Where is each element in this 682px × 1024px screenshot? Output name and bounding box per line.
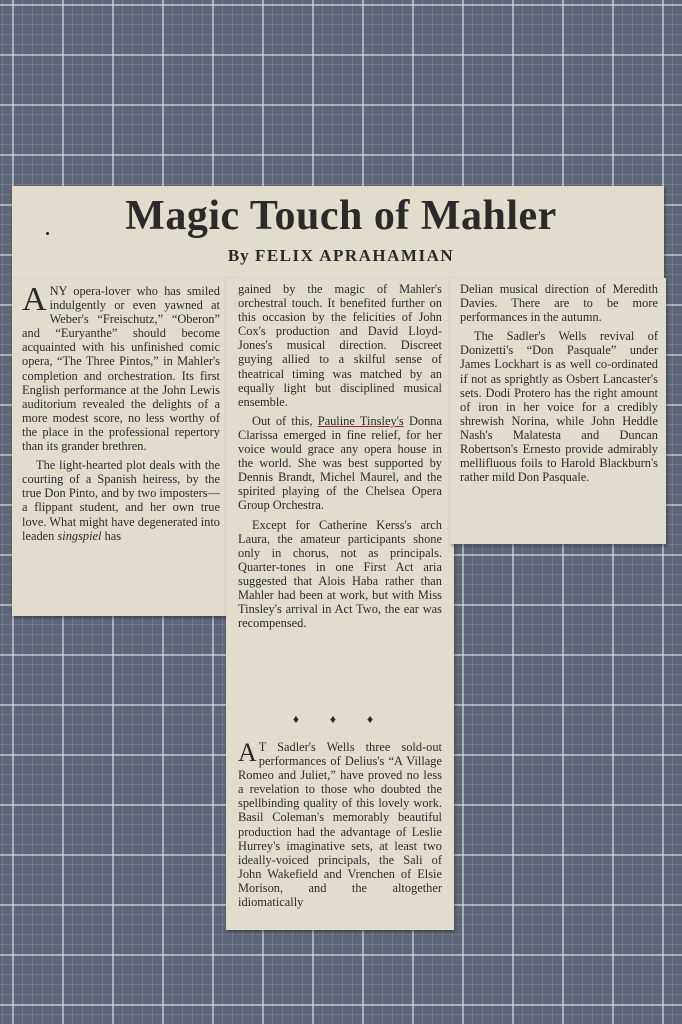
paragraph-text: Donna Clarissa emerged in fine relief, for her voice would grace any opera house in the world. She was best supported by Dennis Brandt, Michel Maurel, and the spirited playing of the Chelsea Opera Group Orchestra. xyxy=(238,413,443,513)
paragraph-text: NY opera-lover who has smiled indulgently or even yawned at Weber's “Freischutz,” “Oberon” and “Euryanthe” should become acquainted with his unfinished comic opera, “The Three Pintos,” in Mahler's completion and orchestration. Its first English performance at the John Lewis auditorium revealed the delights of a more modest score, no less worthy of the place in the professional repertory than its grander brethren. xyxy=(22,284,220,454)
paragraph xyxy=(238,740,442,909)
paragraph xyxy=(22,458,220,543)
byline-author: FELIX APRAHAMIAN xyxy=(254,246,455,265)
article-column-1 xyxy=(22,281,220,548)
drop-cap: A xyxy=(238,738,257,767)
paragraph: Except for Catherine Kerss's arch Laura, the amateur participants shone only in chorus, not as principals. Quarter-tones in one First Act aria suggested that Alois Haba rather than Mahler had been at work, but with Miss Tinsley's arrival in Act Two, the ear was recompensed. xyxy=(238,517,442,631)
paragraph xyxy=(238,414,442,513)
article-column-2-second-section xyxy=(238,740,442,914)
paragraph xyxy=(22,281,220,454)
article-column-3 xyxy=(460,282,658,489)
paragraph-text: has xyxy=(101,528,122,543)
paragraph-text: Out of this, xyxy=(252,413,318,428)
section-divider-stars: ♦ ♦ ♦ xyxy=(292,712,388,726)
article-column-2 xyxy=(238,282,442,635)
paragraph: Delian musical direction of Meredith Davies. There are to be more performances in the autumn. xyxy=(460,282,658,325)
drop-cap: A xyxy=(22,281,47,318)
underlined-name: Pauline Tinsley's xyxy=(317,413,404,428)
article-byline xyxy=(0,246,682,266)
byline-prefix: By xyxy=(227,246,250,265)
paragraph-text: The light-hearted plot deals with the courting of a Spanish heiress, by the true Don Pinto, and by two imposters—a flippant student, and her own true love. What might have degenerated into leaden xyxy=(22,458,220,543)
paragraph: gained by the magic of Mahler's orchestral touch. It benefited further on this occasion by the felicities of John Cox's production and David Lloyd-Jones's musical direction. Discreet guying allied to a skilful sense of theatrical timing was matched by an equally light but disciplined musical ensemble. xyxy=(238,282,442,409)
paragraph-text: T Sadler's Wells three sold-out performances of Delius's “A Village Romeo and Juliet,” have proved no less a revelation to those who doubted the spellbinding quality of this lovely work. Basil Coleman's memorably beautiful production had the advantage of Leslie Hurrey's imaginative sets, at least two ideally-voiced principals, the Sali of John Wakefield and Vrenchen of Elsie Morison, and the altogether idiomatically xyxy=(238,740,442,910)
italic-term: singspiel xyxy=(57,528,102,543)
paragraph: The Sadler's Wells revival of Donizetti's “Don Pasquale” under James Lockhart is as well co-ordinated if not as sprightly as Osbert Lancaster's sets. Dodi Protero has the right amount of iron in her voice for a credibly shrewish Norina, while John Heddle Nash's Malatesta and Duncan Robertson's Ernesto provide admirably mellifluous foils to Harold Blackburn's rather mild Don Pasquale. xyxy=(460,329,658,485)
article-title: Magic Touch of Mahler xyxy=(125,193,557,239)
